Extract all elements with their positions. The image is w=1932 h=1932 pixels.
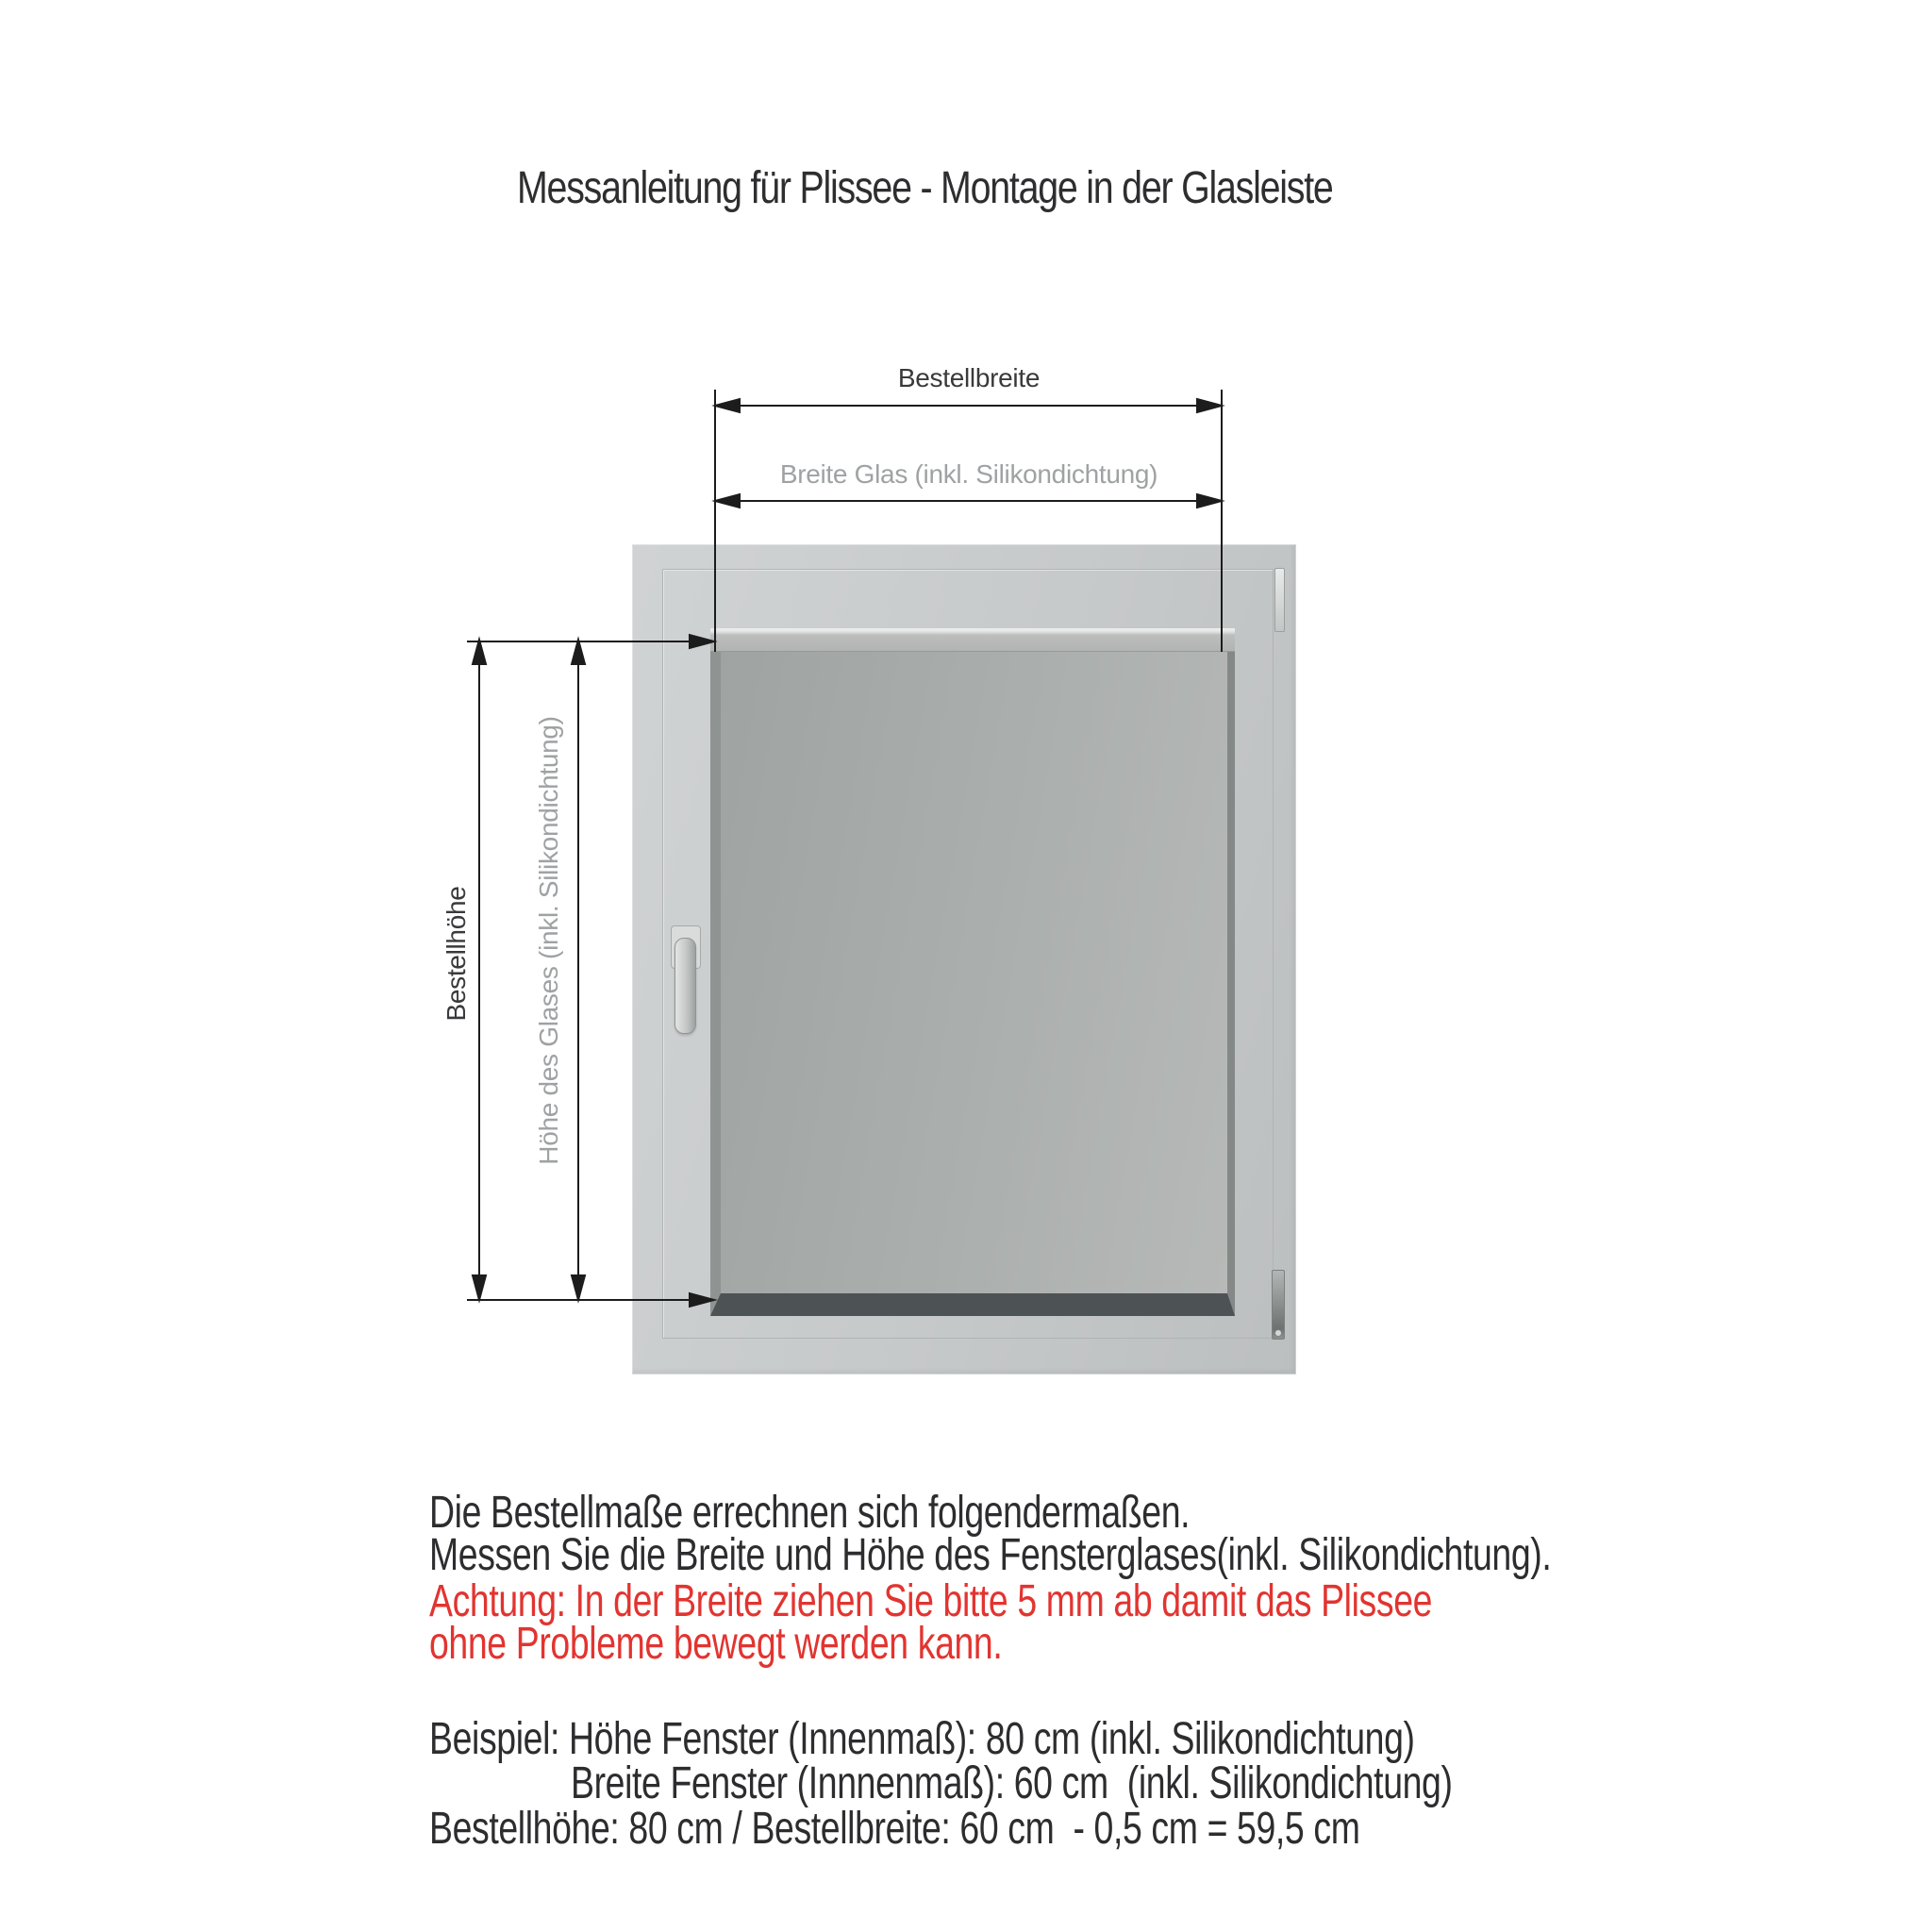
instruction-warning-line-1: Achtung: In der Breite ziehen Sie bitte 5 mm ab damit das Plissee	[429, 1576, 1433, 1626]
instruction-intro-line-1: Die Bestellmaße errechnen sich folgendermaßen.	[429, 1488, 1191, 1538]
window-glass	[710, 630, 1235, 1316]
instruction-example-line-3: Bestellhöhe: 80 cm / Bestellbreite: 60 cm - 0,5 cm = 59,5 cm	[429, 1804, 1360, 1854]
order-height-arrowhead-bottom	[473, 1275, 486, 1300]
order-width-arrowhead-left	[715, 399, 740, 412]
hinge-screw-icon	[1275, 1330, 1281, 1336]
glass-width-arrowhead-left	[715, 494, 740, 508]
window-handle	[671, 925, 703, 1035]
glass-width-label: Breite Glas (inkl. Silikondichtung)	[779, 459, 1158, 489]
glass-height-arrowhead-top	[572, 640, 585, 664]
page-title: Messanleitung für Plissee - Montage in der Glasleiste	[517, 163, 1333, 213]
plissee-top-rail	[710, 628, 1235, 652]
glass-height-label: Höhe des Glases (inkl. Silikondichtung)	[534, 716, 563, 1165]
instruction-example-line-2: Breite Fenster (Innnenmaß): 60 cm (inkl. Silikondichtung)	[571, 1758, 1453, 1808]
instruction-warning-line-2: ohne Probleme bewegt werden kann.	[429, 1619, 1003, 1669]
order-height-label: Bestellhöhe	[441, 886, 471, 1022]
hinge-bottom-icon	[1272, 1270, 1285, 1340]
order-width-label: Bestellbreite	[897, 363, 1041, 392]
order-width-arrowhead-right	[1197, 399, 1222, 412]
glass-height-arrowhead-bottom	[572, 1275, 585, 1300]
glass-width-arrowhead-right	[1197, 494, 1222, 508]
handle-lever	[675, 938, 696, 1034]
instruction-example-line-1: Beispiel: Höhe Fenster (Innenmaß): 80 cm (inkl. Silikondichtung)	[429, 1714, 1415, 1764]
order-height-arrowhead-top	[473, 640, 486, 664]
hinge-top-icon	[1274, 568, 1285, 632]
instruction-intro-line-2: Messen Sie die Breite und Höhe des Fensterglases(inkl. Silikondichtung).	[429, 1530, 1552, 1580]
